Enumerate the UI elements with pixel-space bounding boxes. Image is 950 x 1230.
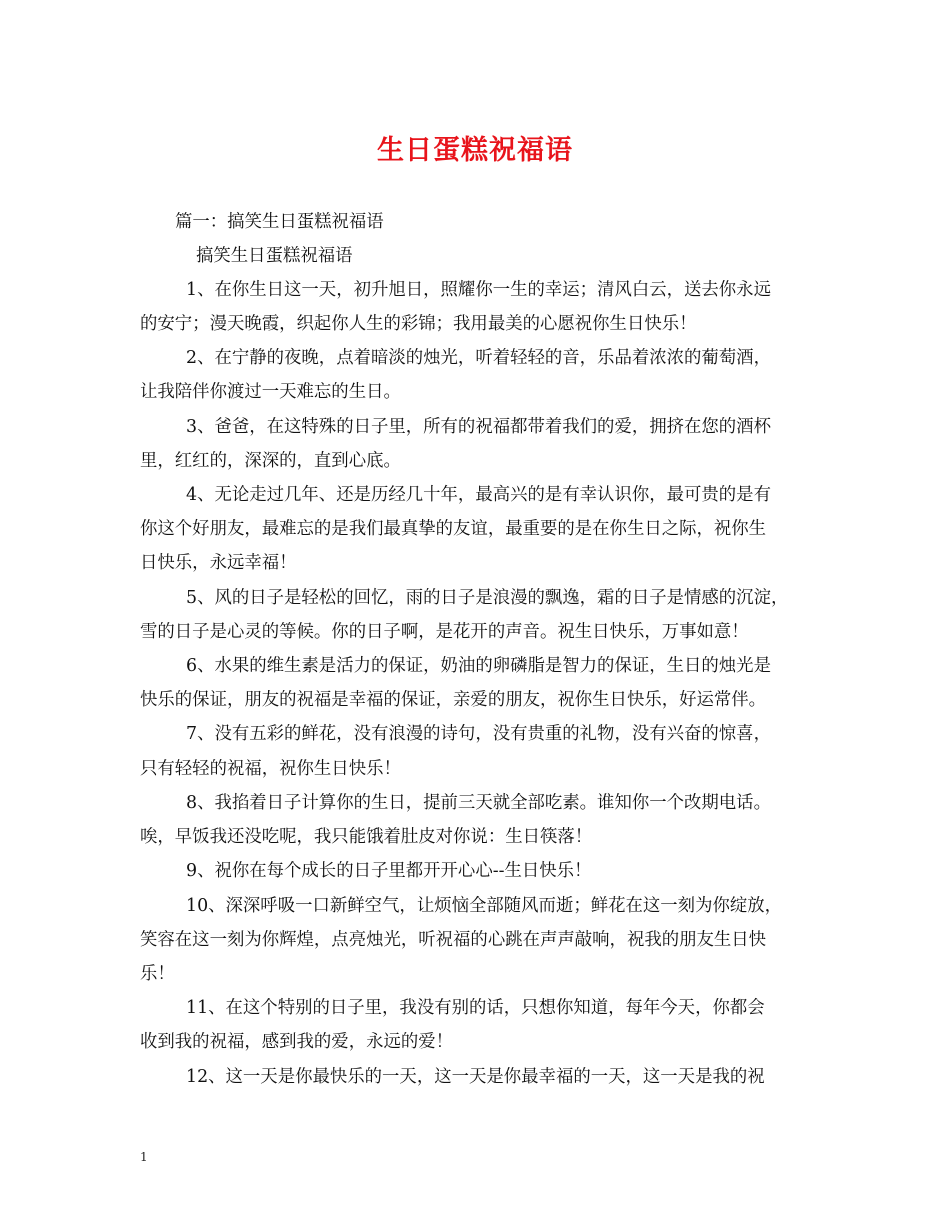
body-line: 只有轻轻的祝福，祝你生日快乐！ (140, 759, 401, 779)
body-line: 10、深深呼吸一口新鲜空气，让烦恼全部随风而逝；鲜花在这一刻为你绽放， (186, 896, 783, 916)
body-line: 让我陪伴你渡过一天难忘的生日。 (140, 382, 401, 402)
document-title: 生日蛋糕祝福语 (377, 135, 573, 166)
subheading: 搞笑生日蛋糕祝福语 (196, 246, 353, 266)
body-line: 收到我的祝福，感到我的爱，永远的爱！ (140, 1032, 454, 1052)
body-line: 你这个好朋友，最难忘的是我们最真挚的友谊，最重要的是在你生日之际，祝你生 (140, 519, 767, 539)
body-line: 2、在宁静的夜晚，点着暗淡的烛光，听着轻轻的音，乐品着浓浓的葡萄酒， (186, 348, 771, 368)
body-line: 快乐的保证，朋友的祝福是幸福的保证，亲爱的朋友，祝你生日快乐，好运常伴。 (140, 690, 767, 710)
page-number: 1 (140, 1150, 148, 1164)
body-line: 4、无论走过几年、还是历经几十年，最高兴的是有幸认识你，最可贵的是有 (186, 485, 771, 505)
body-line: 5、风的日子是轻松的回忆，雨的日子是浪漫的飘逸，霜的日子是情感的沉淀， (186, 588, 789, 608)
body-line: 日快乐，永远幸福！ (140, 553, 297, 573)
body-line: 唉，早饭我还没吃呢，我只能饿着肚皮对你说：生日筷落！ (140, 827, 593, 847)
body-line: 3、爸爸，在这特殊的日子里，所有的祝福都带着我们的爱，拥挤在您的酒杯 (186, 417, 771, 437)
body-line: 12、这一天是你最快乐的一天，这一天是你最幸福的一天，这一天是我的祝 (186, 1067, 765, 1087)
body-line: 笑容在这一刻为你辉煌，点亮烛光，听祝福的心跳在声声敲响，祝我的朋友生日快 (140, 930, 767, 950)
body-line: 的安宁；漫天晚霞，织起你人生的彩锦；我用最美的心愿祝你生日快乐！ (140, 314, 697, 334)
body-line: 雪的日子是心灵的等候。你的日子啊，是花开的声音。祝生日快乐，万事如意！ (140, 622, 749, 642)
section-heading: 篇一：搞笑生日蛋糕祝福语 (175, 212, 384, 232)
body-line: 1、在你生日这一天，初升旭日，照耀你一生的幸运；清风白云，送去你永远 (186, 280, 771, 300)
body-line: 7、没有五彩的鲜花，没有浪漫的诗句，没有贵重的礼物，没有兴奋的惊喜， (186, 724, 771, 744)
body-line: 8、我掐着日子计算你的生日，提前三天就全部吃素。谁知你一个改期电话。 (186, 793, 771, 813)
body-line: 9、祝你在每个成长的日子里都开开心心--生日快乐！ (186, 861, 592, 881)
body-line: 乐！ (140, 964, 175, 984)
body-line: 里，红红的，深深的，直到心底。 (140, 451, 401, 471)
body-line: 11、在这个特别的日子里，我没有别的话，只想你知道，每年今天，你都会 (186, 998, 765, 1018)
body-line: 6、水果的维生素是活力的保证，奶油的卵磷脂是智力的保证，生日的烛光是 (186, 656, 771, 676)
